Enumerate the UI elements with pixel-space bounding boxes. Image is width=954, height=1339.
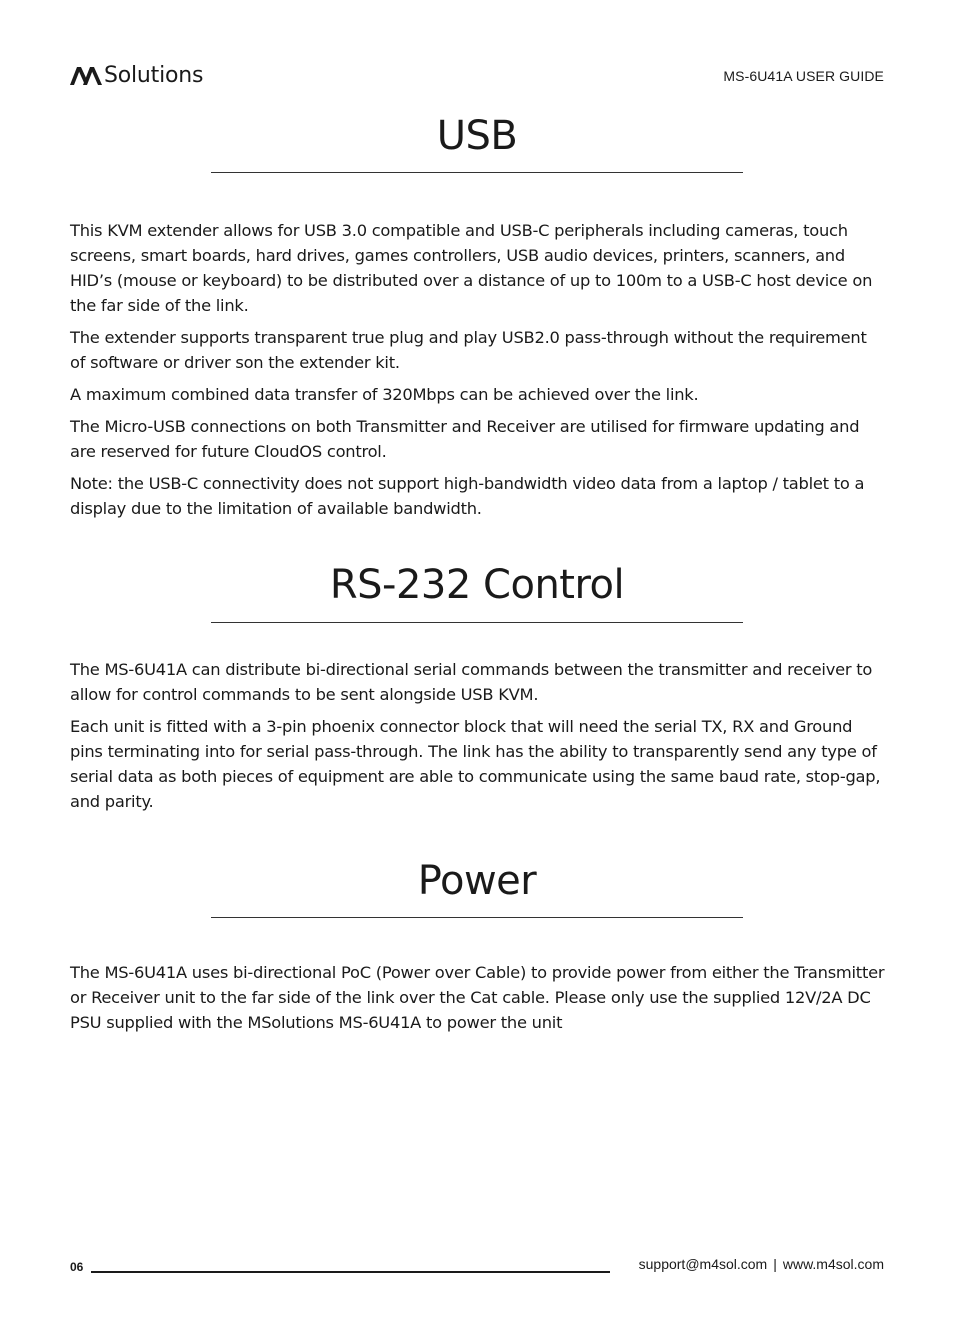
- msolutions-logo-icon: [70, 64, 103, 86]
- footer-separator: |: [773, 1256, 777, 1272]
- paragraph: Note: the USB-C connectivity does not support high-bandwidth video data from a laptop / tablet to a display due to the limitation of available bandwidth.: [70, 474, 865, 518]
- paragraph: The Micro-USB connections on both Transmitter and Receiver are utilised for firmware updating and are reserved for future CloudOS control.: [70, 417, 860, 461]
- section-divider-usb: [211, 172, 743, 173]
- support-email-link[interactable]: support@m4sol.com: [638, 1256, 768, 1272]
- paragraph: The MS-6U41A uses bi-directional PoC (Power over Cable) to provide power from either the Transmitter or Receiver unit to the far side of the link over the Cat cable. Please only use the supplied 12V/2A DC PSU supplied with the MSolutions MS-6U41A to power the unit: [70, 963, 885, 1032]
- brand-logo: [70, 60, 203, 90]
- section-title-rs232: RS-232 Control: [329, 562, 625, 608]
- section-divider-rs232: [211, 622, 743, 623]
- paragraph: A maximum combined data transfer of 320Mbps can be achieved over the link.: [70, 385, 699, 404]
- section-title-usb: USB: [436, 113, 518, 159]
- paragraph: This KVM extender allows for USB 3.0 compatible and USB-C peripherals including cameras, touch screens, smart boards, hard drives, games controllers, USB audio devices, printers, scanners, and HID’s (mouse or keyboard) to be distributed over a distance of up to 100m to a USB-C host device on the far side of the link.: [70, 221, 873, 315]
- paragraph: The MS-6U41A can distribute bi-directional serial commands between the transmitter and receiver to allow for control commands to be sent alongside USB KVM.: [70, 660, 873, 704]
- paragraph: Each unit is fitted with a 3-pin phoenix connector block that will need the serial TX, RX and Ground pins terminating into for serial pass-through. The link has the ability to transparently send any type of serial data as both pieces of equipment are able to communicate using the same baud rate, stop-gap, and parity.: [70, 717, 881, 811]
- footer-contact: [639, 1256, 884, 1272]
- paragraph: The extender supports transparent true plug and play USB2.0 pass-through without the requirement of software or driver son the extender kit.: [70, 328, 867, 372]
- website-link[interactable]: www.m4sol.com: [782, 1256, 884, 1272]
- section-body-usb: [70, 218, 886, 528]
- footer-divider: [91, 1271, 610, 1273]
- guide-title: MS-6U41A USER GUIDE: [723, 68, 884, 84]
- section-body-rs232: [70, 657, 886, 821]
- section-divider-power: [211, 917, 743, 918]
- section-body-power: [70, 960, 886, 1042]
- section-title-power: Power: [417, 858, 537, 904]
- logo-text: Solutions: [104, 62, 204, 88]
- page-number: 06: [70, 1260, 84, 1274]
